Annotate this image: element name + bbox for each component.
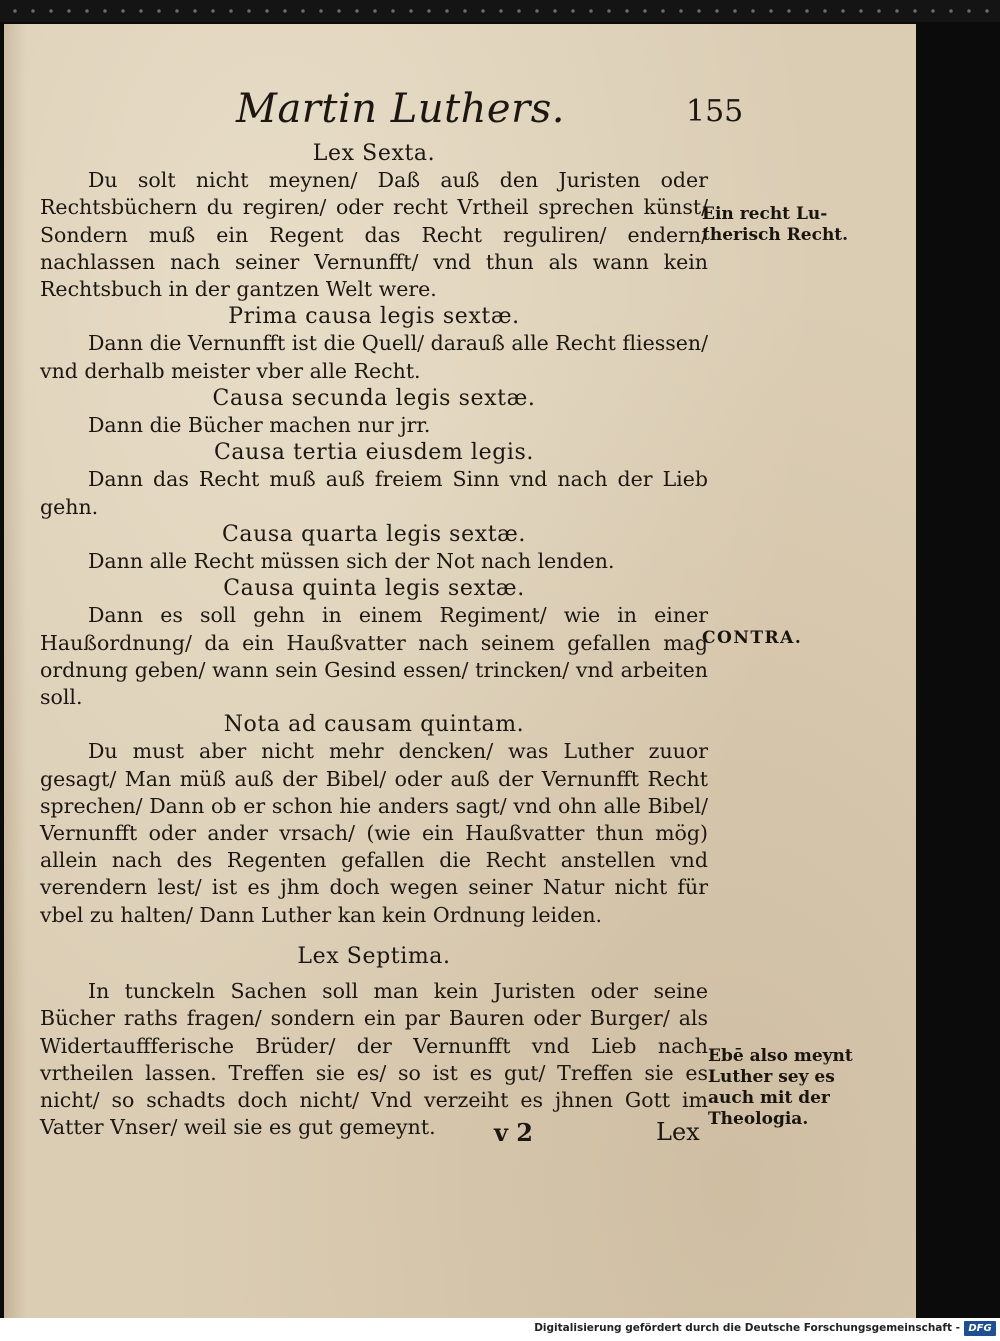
margin-note	[702, 204, 848, 246]
margin-note-line: Luther sey es	[708, 1067, 835, 1087]
margin-note-line: therisch Recht.	[702, 225, 849, 245]
catchword: Lex	[656, 1118, 700, 1146]
spacer	[40, 929, 708, 943]
paragraph: Du solt nicht meynen/ Daß auß den Juristen oder Rechtsbüchern du regiren/ oder recht Vrtheil sprechen künst/ Sondern muß ein Regent das Recht reguliren/ endern/ nachlassen nach seiner Vernunfft/ vnd thun als wann kein Rechtsbuch in der gantzen Welt were.	[40, 168, 708, 302]
margin-note-line: Ebē also meynt	[708, 1046, 853, 1066]
paragraph: Du must aber nicht mehr dencken/ was Luther zuuor gesagt/ Man müß auß der Bibel/ oder auß der Vernunfft Recht sprechen/ Dann ob er schon hie anders sagt/ vnd ohn alle Bibel/ Vernunfft oder ander vrsach/ (wie ein Haußvatter thun mög) allein nach des Regenten gefallen die Recht anstellen vnd verendern lest/ ist es jhm doch wegen seiner Natur nicht für vbel zu halten/ Dann Luther kan kein Ordnung leiden.	[40, 739, 708, 927]
paragraph: Dann das Recht muß auß freiem Sinn vnd nach der Lieb gehn.	[40, 467, 708, 519]
section-heading: Nota ad causam quintam.	[223, 712, 525, 738]
page-number: 155	[686, 94, 744, 129]
spacer	[40, 970, 708, 978]
running-title: Martin Luthers.	[236, 86, 565, 132]
margin-note-line: CONTRA.	[702, 628, 803, 648]
section-heading: Causa quinta legis sextæ.	[223, 576, 525, 602]
footer-bar	[0, 1318, 1000, 1341]
margin-note-line: auch mit der	[708, 1088, 830, 1108]
paragraph: Dann die Bücher machen nur jrr.	[88, 413, 431, 438]
section-heading: Prima causa legis sextæ.	[228, 304, 520, 330]
paragraph: Dann es soll gehn in einem Regiment/ wie in einer Haußordnung/ da ein Haußvatter nach seinem gefallen mag ordnung geben/ wann sein Gesind essen/ trincken/ vnd arbeiten soll.	[40, 603, 708, 710]
section-heading: Lex Sexta.	[312, 141, 436, 166]
digitization-credit: Digitalisierung gefördert durch die Deutsche Forschungsgemeinschaft -	[534, 1322, 960, 1334]
section-heading: Lex Septima.	[297, 943, 451, 969]
section-heading: Causa tertia eiusdem legis.	[213, 440, 534, 466]
scan-ruler	[0, 0, 1000, 22]
book-page	[4, 24, 916, 1318]
signature-mark: v 2	[494, 1118, 533, 1147]
margin-note-line: Ein recht Lu-	[702, 204, 828, 224]
section-heading: Causa secunda legis sextæ.	[212, 385, 536, 411]
paragraph: Dann die Vernunfft ist die Quell/ darauß alle Recht fliessen/ vnd derhalb meister vber alle Recht.	[40, 331, 708, 383]
margin-note	[702, 628, 802, 649]
dfg-logo-icon: DFG	[964, 1321, 996, 1336]
body-text	[40, 140, 708, 1141]
paragraph: In tunckeln Sachen soll man kein Juristen oder seine Bücher raths fragen/ sondern ein par Bauren oder Burger/ als Widertauffferische Brüder/ der Vernunfft vnd Lieb nach vrtheilen lassen. Treffen sie es/ so ist es gut/ Treffen sie es nicht/ so schadts doch nicht/ Vnd verzeiht es jhnen Gott im Vatter Vnser/ weil sie es gut gemeynt.	[40, 979, 708, 1140]
margin-note	[708, 1046, 853, 1130]
section-heading: Causa quarta legis sextæ.	[221, 521, 527, 547]
paragraph: Dann alle Recht müssen sich der Not nach lenden.	[88, 549, 615, 574]
margin-note-line: Theologia.	[708, 1109, 809, 1129]
